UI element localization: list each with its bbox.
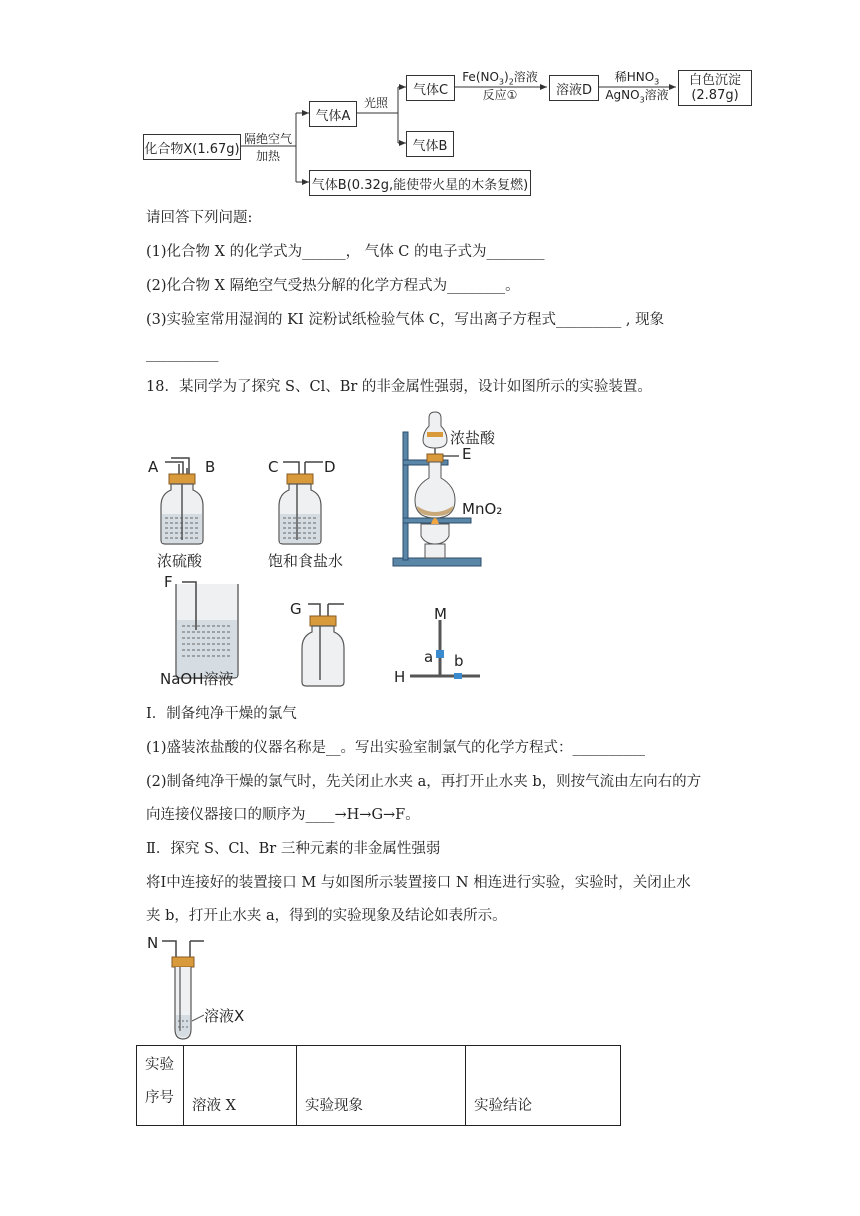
header-solution-x: 溶液 X (184, 1046, 297, 1126)
part2-line1: 将Ⅰ中连接好的装置接口 M 与如图所示装置接口 N 相连进行实验，实验时，关闭止水 (146, 875, 691, 891)
port-h: H (394, 668, 406, 686)
port-f: F (164, 573, 173, 591)
table-header-row (137, 1046, 621, 1126)
conc-hcl-label: 浓盐酸 (450, 429, 496, 447)
precipitate-line1: 白色沉淀 (688, 73, 741, 88)
gas-b-detail-box: 气体B(0.32g,能使带火星的木条复燃) (309, 170, 531, 196)
gas-b-box: 气体B (406, 131, 454, 157)
compound-x-box: 化合物X(1.67g) (143, 134, 241, 160)
test-tube-n (150, 935, 230, 1045)
part1-q1: (1)盛装浓盐酸的仪器名称是__。写出实验室制氯气的化学方程式：__________ (146, 740, 646, 756)
sat-nacl-label: 饱和食盐水 (268, 552, 344, 570)
q17-part1: (1)化合物 X 的化学式为______， 气体 C 的电子式为________ (146, 244, 545, 260)
q17-part3-blank: __________ (146, 346, 219, 362)
q17-intro: 请回答下列问题: (146, 210, 253, 226)
part1-title: Ⅰ．制备纯净干燥的氯气 (146, 706, 297, 722)
precipitate-mass: (2.87g) (691, 88, 739, 103)
conc-h2so4-label: 浓硫酸 (157, 552, 203, 570)
reagent2-top-label: 稀$HNO_3$ (614, 70, 660, 87)
part2-title: Ⅱ．探究 S、Cl、Br 三种元素的非金属性强弱 (146, 841, 441, 857)
port-b: B (205, 458, 216, 476)
reagent2-bottom-label: AgNO$_3$溶液 (605, 88, 669, 105)
port-d: D (324, 458, 336, 476)
naoh-beaker (170, 580, 250, 680)
mno2-label: MnO₂ (462, 500, 503, 518)
reagent1-label: $Fe(NO_3)_2$溶液 (462, 70, 538, 87)
solution-x-label: 溶液X (204, 1007, 245, 1025)
header-seq (137, 1046, 184, 1126)
heat-condition-top: 隔绝空气 (243, 132, 292, 146)
naoh-label: NaOH溶液 (160, 670, 234, 688)
header-phenomenon: 实验现象 (297, 1046, 466, 1126)
q18-title: 18．某同学为了探究 S、Cl、Br 的非金属性强弱，设计如图所示的实验装置。 (146, 379, 652, 395)
port-n: N (147, 934, 159, 952)
collection-bottle-g (298, 600, 368, 690)
header-conclusion: 实验结论 (466, 1046, 621, 1126)
port-g: G (290, 600, 302, 618)
port-m: M (434, 605, 447, 623)
gas-a-box: 气体A (309, 101, 357, 127)
port-e: E (462, 445, 472, 463)
part1-q2-line1: (2)制备纯净干燥的氯气时，先关闭止水夹 a，再打开止水夹 b，则按气流由左向右的方 (146, 774, 702, 790)
q17-part2: (2)化合物 X 隔绝空气受热分解的化学方程式为________。 (146, 278, 520, 294)
heat-condition-bottom: 加热 (255, 149, 280, 163)
solution-d-box: 溶液D (549, 75, 599, 101)
port-c: C (268, 458, 279, 476)
part1-q2-line2: 向连接仪器接口的顺序为____→H→G→F。 (146, 807, 420, 823)
white-precipitate-box (678, 70, 752, 106)
header-seq-line2: 序号 (145, 1090, 174, 1106)
part2-line2: 夹 b，打开止水夹 a，得到的实验现象及结论如表所示。 (146, 908, 507, 924)
clamp-b: b (454, 652, 464, 670)
header-seq-line1: 实验 (145, 1057, 174, 1073)
light-condition: 光照 (363, 96, 388, 110)
gas-c-box: 气体C (406, 75, 455, 101)
reaction1-label: 反应① (482, 88, 518, 102)
experiment-table (136, 1045, 621, 1126)
clamp-a: a (424, 648, 434, 666)
port-a: A (148, 458, 159, 476)
q17-part3: (3)实验室常用湿润的 KI 淀粉试纸检验气体 C，写出离子方程式_________ , 现象 (146, 312, 665, 328)
